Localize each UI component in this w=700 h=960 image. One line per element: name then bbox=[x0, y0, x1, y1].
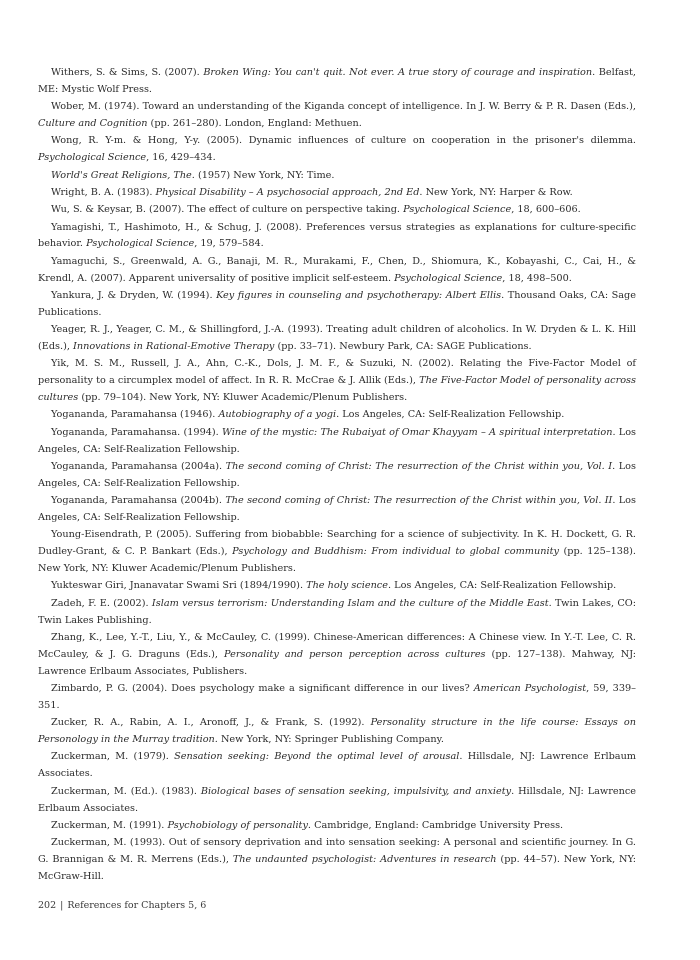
reference-text: Wober, M. (1974). Toward an understanding of the Kiganda concept of intelligence. In J. W. Berry & P. R. Dasen (Eds.), bbox=[51, 101, 636, 113]
reference-title: World's Great Religions, The bbox=[51, 169, 192, 181]
reference-entry bbox=[38, 65, 636, 99]
reference-title: The second coming of Christ: The resurrection of the Christ within you, Vol. II bbox=[225, 495, 613, 507]
reference-entry bbox=[38, 185, 636, 202]
reference-text: Wu, S. & Keysar, B. (2007). The effect of culture on perspective taking. bbox=[51, 204, 404, 216]
reference-title: Psychological Science bbox=[38, 152, 147, 164]
reference-entry bbox=[38, 288, 636, 322]
reference-text: Yogananda, Paramahansa (2004b). bbox=[51, 495, 226, 507]
page-footer bbox=[38, 900, 206, 911]
reference-text: (pp. 261–280). London, England: Methuen. bbox=[147, 118, 362, 130]
reference-title: Autobiography of a yogi bbox=[218, 409, 337, 421]
reference-entry bbox=[38, 202, 636, 219]
reference-entry bbox=[38, 493, 636, 527]
reference-title: The undaunted psychologist: Adventures in research bbox=[232, 854, 497, 866]
reference-text: Wright, B. A. (1983). bbox=[51, 186, 156, 198]
reference-text: Yogananda, Paramahansa (2004a). bbox=[51, 460, 226, 472]
reference-entry bbox=[38, 527, 636, 578]
reference-text: Yamaguchi, S., Greenwald, A. G., Banaji, M. R., Murakami, F., Chen, D., Shiomura, K., Kobayashi, C., Cai, H., & Krendl, A. (2007). Apparent universality of positive implicit self-esteem. bbox=[38, 255, 636, 284]
reference-text: Yik, M. S. M., Russell, J. A., Ahn, C.-K., Dols, J. M. F., & Suzuki, N. (2002). Relating the Five-Factor Model of personality to a circumplex model of affect. In R. R. McCrae & J. Allik (Eds.), bbox=[38, 358, 636, 387]
reference-entry bbox=[38, 133, 636, 167]
reference-text: . Los Angeles, CA: Self-Realization Fellowship. bbox=[38, 495, 636, 524]
reference-entry bbox=[38, 425, 636, 459]
reference-entry bbox=[38, 322, 636, 356]
reference-entry bbox=[38, 715, 636, 749]
reference-entry bbox=[38, 784, 636, 818]
reference-text: , 18, 600–606. bbox=[511, 204, 581, 216]
reference-text: (pp. 44–57). New York, NY: McGraw-Hill. bbox=[38, 854, 636, 882]
reference-entry bbox=[38, 356, 636, 407]
reference-text: . Los Angeles, CA: Self-Realization Fellowship. bbox=[387, 580, 617, 592]
reference-title: Culture and Cognition bbox=[38, 118, 148, 130]
reference-text: . New York, NY: Harper & Row. bbox=[419, 186, 573, 198]
reference-title: Personality structure in the life course: Essays on Personology in the Murray tradition bbox=[38, 717, 636, 746]
reference-text: , 16, 429–434. bbox=[146, 152, 216, 164]
reference-text: Zhang, K., Lee, Y.-T., Liu, Y., & McCauley, C. (1999). Chinese-American differences: A Chinese view. In Y.-T. Lee, C. R. McCauley, & J. G. Draguns (Eds.), bbox=[38, 631, 636, 660]
reference-entry bbox=[38, 407, 636, 424]
reference-text: . Cambridge, England: Cambridge University Press. bbox=[307, 819, 564, 831]
page-number: 202 bbox=[38, 900, 57, 911]
reference-entry bbox=[38, 749, 636, 783]
reference-text: . Los Angeles, CA: Self-Realization Fellowship. bbox=[38, 426, 636, 455]
reference-text: Yankura, J. & Dryden, W. (1994). bbox=[51, 289, 217, 301]
reference-text: . Thousand Oaks, CA: Sage Publications. bbox=[38, 289, 636, 318]
reference-text: . Hillsdale, NJ: Lawrence Erlbaum Associates. bbox=[38, 785, 636, 814]
reference-text: Zadeh, F. E. (2002). bbox=[51, 597, 152, 609]
reference-entry bbox=[38, 596, 636, 630]
reference-text: Young-Eisendrath, P. (2005). Suffering from biobabble: Searching for a science of subjectivity. In K. H. Dockett, G. R. Dudley-Grant, & C. P. Bankart (Eds.), bbox=[38, 529, 636, 558]
reference-text: . Twin Lakes, CO: Twin Lakes Publishing. bbox=[38, 597, 636, 626]
reference-text: Zuckerman, M. (1993). Out of sensory deprivation and into sensation seeking: A personal and scientific journey. In G. G. Brannigan & M. R. Merrens (Eds.), bbox=[38, 837, 636, 866]
reference-title: Psychological Science bbox=[394, 272, 503, 284]
reference-entry bbox=[38, 254, 636, 288]
reference-list bbox=[38, 65, 636, 886]
reference-entry bbox=[38, 835, 636, 886]
reference-title: Biological bases of sensation seeking, impulsivity, and anxiety bbox=[200, 785, 512, 797]
reference-text: Zucker, R. A., Rabin, A. I., Aronoff, J., & Frank, S. (1992). bbox=[51, 717, 371, 729]
running-title: References for Chapters 5, 6 bbox=[67, 900, 207, 911]
reference-title: Sensation seeking: Beyond the optimal level of arousal bbox=[174, 751, 460, 763]
reference-text: . Los Angeles, CA: Self-Realization Fellowship. bbox=[336, 409, 565, 421]
reference-entry bbox=[38, 578, 636, 595]
reference-title: Key figures in counseling and psychotherapy: Albert Ellis bbox=[216, 289, 502, 301]
reference-text: . Belfast, ME: Mystic Wolf Press. bbox=[38, 67, 636, 95]
reference-title: American Psychologist bbox=[473, 683, 587, 695]
reference-text: Zuckerman, M. (Ed.). (1983). bbox=[51, 785, 201, 797]
reference-title: Islam versus terrorism: Understanding Islam and the culture of the Middle East bbox=[151, 597, 549, 609]
reference-title: Personality and person perception across cultures bbox=[224, 648, 486, 660]
reference-title: Psychology and Buddhism: From individual to global community bbox=[232, 546, 559, 558]
reference-text: Yeager, R. J., Yeager, C. M., & Shillingford, J.-A. (1993). Treating adult children of alcoholics. In W. Dryden & L. K. Hill (Eds.), bbox=[38, 324, 636, 353]
reference-entry bbox=[38, 220, 636, 254]
footer-separator: | bbox=[60, 900, 64, 911]
reference-entry bbox=[38, 630, 636, 681]
reference-text: . Los Angeles, CA: Self-Realization Fellowship. bbox=[38, 460, 636, 489]
reference-text: , 59, 339–351. bbox=[38, 683, 637, 711]
reference-title: Broken Wing: You can't quit. Not ever. A true story of courage and inspiration bbox=[203, 67, 593, 78]
reference-text: Yukteswar Giri, Jnanavatar Swami Sri (1894/1990). bbox=[51, 580, 307, 592]
reference-title: Wine of the mystic: The Rubaiyat of Omar Khayyam – A spiritual interpretation bbox=[222, 426, 613, 438]
reference-title: Physical Disability – A psychosocial approach, 2nd Ed bbox=[155, 186, 420, 198]
reference-title: Psychobiology of personality bbox=[167, 819, 308, 831]
reference-text: , 19, 579–584. bbox=[194, 238, 264, 250]
reference-text: Withers, S. & Sims, S. (2007). bbox=[51, 67, 204, 78]
reference-title: The Five-Factor Model of personality across cultures bbox=[38, 375, 636, 404]
reference-text: Yamagishi, T., Hashimoto, H., & Schug, J. (2008). Preferences versus strategies as explanations for culture-specific behavior. bbox=[38, 221, 636, 250]
reference-text: . Hillsdale, NJ: Lawrence Erlbaum Associates. bbox=[38, 751, 636, 780]
reference-entry bbox=[38, 818, 636, 835]
reference-entry bbox=[38, 681, 636, 715]
reference-title: The second coming of Christ: The resurrection of the Christ within you, Vol. I bbox=[225, 460, 613, 472]
reference-text: Wong, R. Y-m. & Hong, Y-y. (2005). Dynamic influences of culture on cooperation in the prisoner's dilemma. bbox=[51, 135, 636, 147]
reference-text: . New York, NY: Springer Publishing Company. bbox=[214, 734, 444, 746]
reference-title: Innovations in Rational-Emotive Therapy bbox=[73, 341, 275, 353]
reference-text: Yogananda, Paramahansa. (1994). bbox=[51, 426, 223, 438]
reference-title: Psychological Science bbox=[403, 204, 512, 216]
reference-text: Yogananda, Paramahansa (1946). bbox=[51, 409, 219, 421]
reference-text: Zuckerman, M. (1979). bbox=[51, 751, 175, 763]
reference-text: , 18, 498–500. bbox=[502, 272, 572, 284]
reference-entry bbox=[38, 168, 636, 185]
reference-title: The holy science bbox=[306, 580, 388, 592]
reference-text: Zuckerman, M. (1991). bbox=[51, 819, 168, 831]
reference-entry bbox=[38, 459, 636, 493]
reference-text: (pp. 125–138). New York, NY: Kluwer Academic/Plenum Publishers. bbox=[38, 546, 636, 575]
reference-text: (pp. 79–104). New York, NY: Kluwer Academic/Plenum Publishers. bbox=[78, 392, 408, 404]
reference-entry bbox=[38, 99, 636, 133]
reference-text: Zimbardo, P. G. (2004). Does psychology make a significant difference in our lives? bbox=[51, 683, 474, 695]
reference-title: Psychological Science bbox=[86, 238, 195, 250]
reference-text: (pp. 127–138). Mahway, NJ: Lawrence Erlbaum Associates, Publishers. bbox=[38, 648, 637, 677]
reference-text: (pp. 33–71). Newbury Park, CA: SAGE Publications. bbox=[274, 341, 532, 353]
reference-text: . (1957) New York, NY: Time. bbox=[191, 169, 335, 181]
